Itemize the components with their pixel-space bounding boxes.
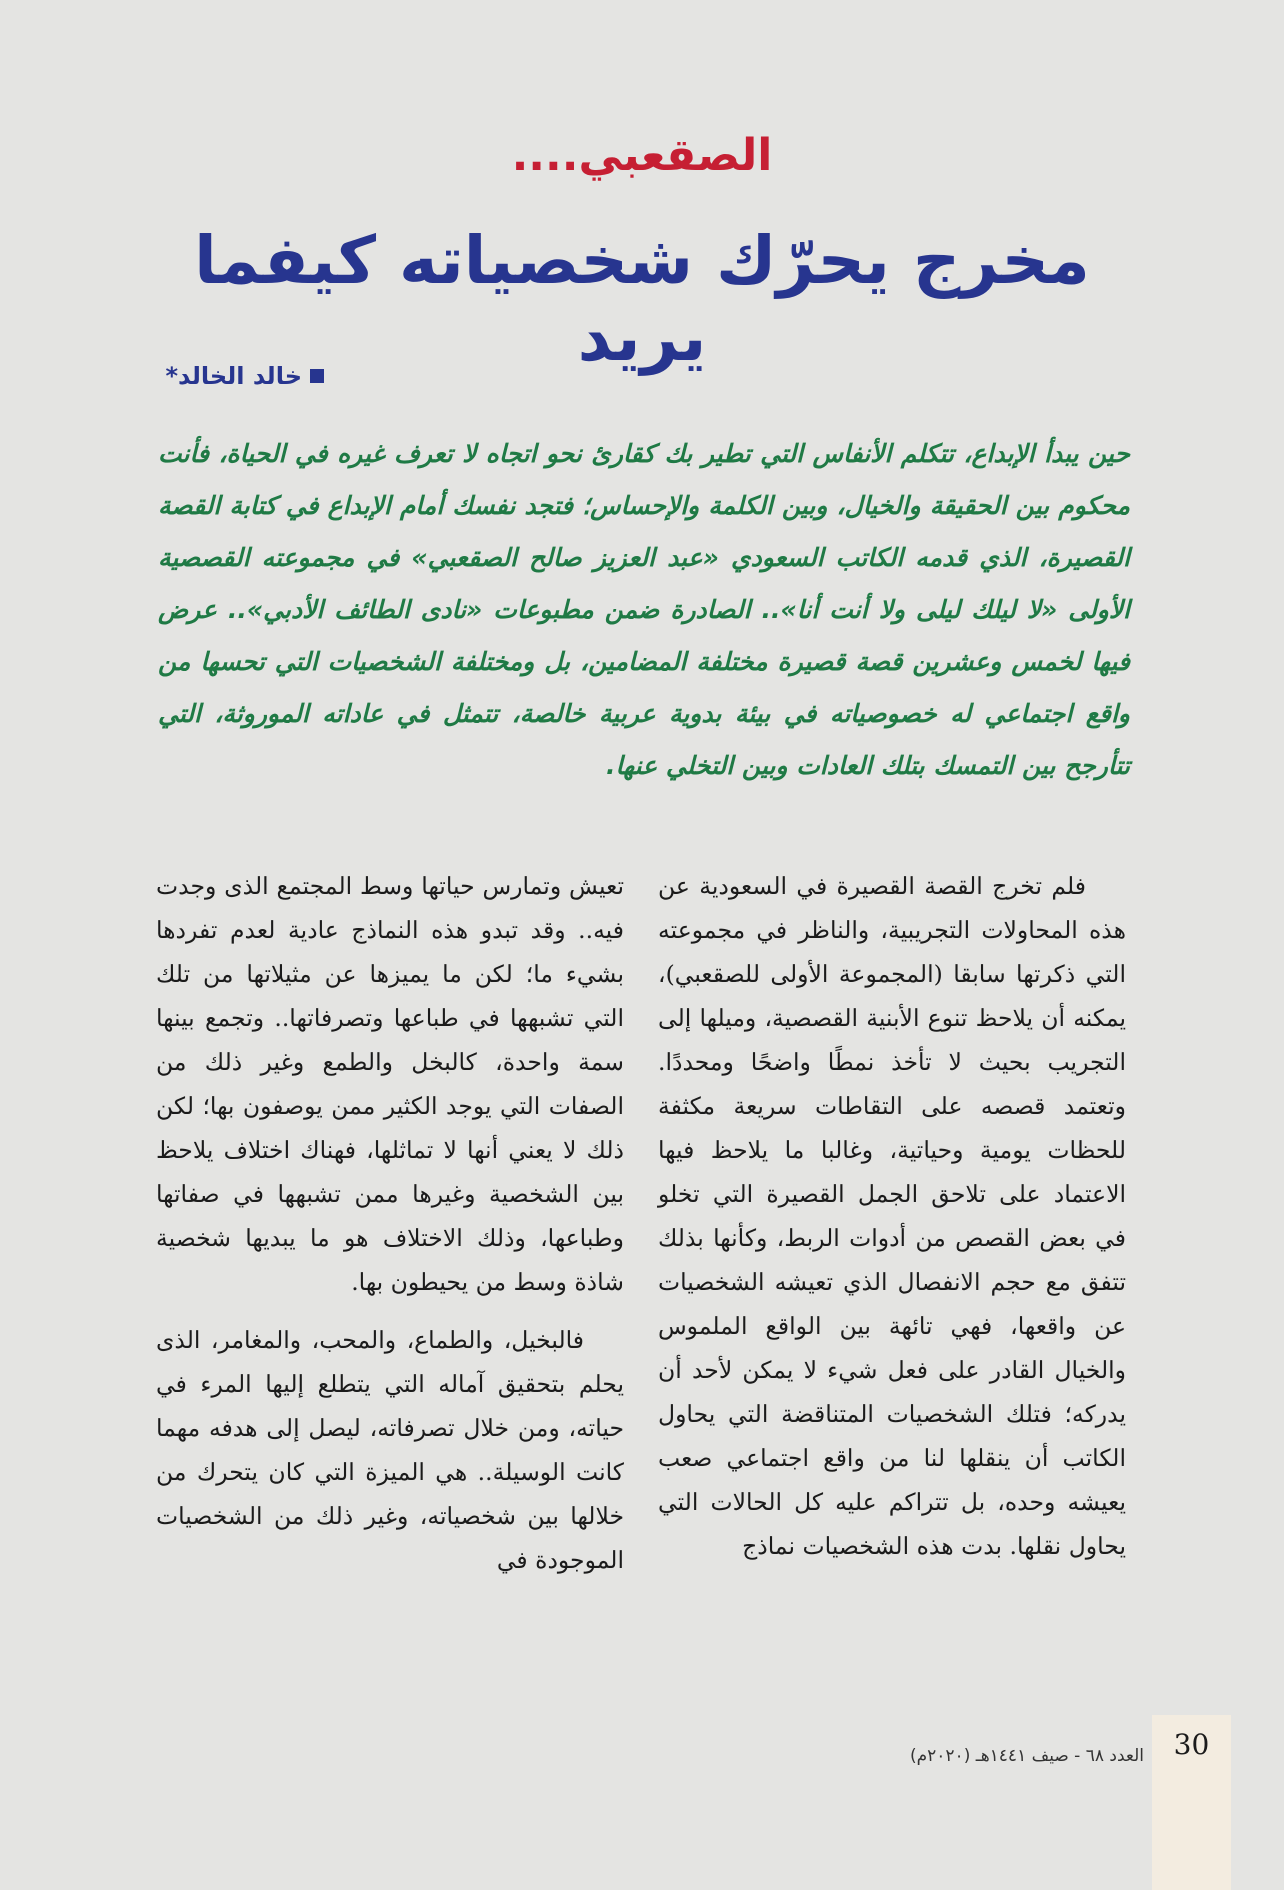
article-kicker: الصقعبي.... (511, 130, 773, 181)
article-title: مخرج يحرّك شخصياته كيفما يريد (194, 222, 1090, 376)
page-number: 30 (1173, 1728, 1210, 1761)
author-name: خالد الخالد* (165, 362, 302, 390)
author-byline (165, 362, 324, 390)
body-paragraph: فالبخيل، والطماع، والمحب، والمغامر، الذى يحلم بتحقيق آماله التي يتطلع إليها المرء في حياته، ومن خلال تصرفاته، ليصل إلى هدفه مهما كانت الوسيلة.. هي الميزة التي كان يتحرك من خلالها بين شخصياته، وغير ذلك من الشخصيات الموجودة في (156, 1326, 624, 1574)
body-column-left (156, 864, 624, 1596)
body-paragraph: فلم تخرج القصة القصيرة في السعودية عن هذه المحاولات التجريبية، والناظر في مجموعته التي ذكرتها سابقا (المجموعة الأولى للصقعبي)، يمكنه أن يلاحظ تنوع الأبنية القصصية، وميلها إلى التجريب بحيث لا تأخذ نمطًا واضحًا ومحددًا. وتعتمد قصصه على التقاطات سريعة مكثفة للحظات يومية وحياتية، وغالبا ما يلاحظ فيها الاعتماد على تلاحق الجمل القصيرة التي تخلو في بعض القصص من أدوات الربط، وكأنها بذلك تتفق مع حجم الانفصال الذي تعيشه الشخصيات عن واقعها، فهي تائهة بين الواقع الملموس والخيال القادر على فعل شيء لا يمكن لأحد أن يدركه؛ فتلك الشخصيات المتناقضة التي يحاول الكاتب أن ينقلها لنا من واقع اجتماعي صعب يعيشه وحده، بل تتراكم عليه كل الحالات التي يحاول نقلها. بدت هذه الشخصيات نماذج (658, 872, 1126, 1560)
issue-info: العدد ٦٨ - صيف ١٤٤١هـ (٢٠٢٠م) (909, 1746, 1144, 1766)
article-intro: حين يبدأ الإبداع، تتكلم الأنفاس التي تطير بك كقارئ نحو اتجاه لا تعرف غيره في الحياة، فأنت محكوم بين الحقيقة والخيال، وبين الكلمة والإحساس؛ فتجد نفسك أمام الإبداع في كتابة القصة القصيرة، الذي قدمه الكاتب السعودي «عبد العزيز صالح الصقعبي» في مجموعته القصصية الأولى «لا ليلك ليلى ولا أنت أنا».. الصادرة ضمن مطبوعات «نادى الطائف الأدبي».. عرض فيها لخمس وعشرين قصة قصيرة مختلفة المضامين، بل ومختلفة الشخصيات التي تحسها من واقع اجتماعي له خصوصياته في بيئة بدوية عربية خالصة، تتمثل في عاداته الموروثة، التي تتأرجح بين التمسك بتلك العادات وبين التخلي عنها. (158, 439, 1130, 780)
body-column-right (658, 864, 1126, 1582)
square-bullet-icon (310, 369, 324, 383)
body-paragraph: تعيش وتمارس حياتها وسط المجتمع الذى وجدت فيه.. وقد تبدو هذه النماذج عادية لعدم تفردها بشيء ما؛ لكن ما يميزها عن مثيلاتها من تلك التي تشبهها في طباعها وتصرفاتها.. وتجمع بينها سمة واحدة، كالبخل والطمع وغير ذلك من الصفات التي يوجد الكثير ممن يوصفون بها؛ لكن ذلك لا يعني أنها لا تماثلها، فهناك اختلاف يلاحظ بين الشخصية وغيرها ممن تشبهها في صفاتها وطباعها، وذلك الاختلاف هو ما يبديها شخصية شاذة وسط من يحيطون بها. (156, 872, 624, 1296)
